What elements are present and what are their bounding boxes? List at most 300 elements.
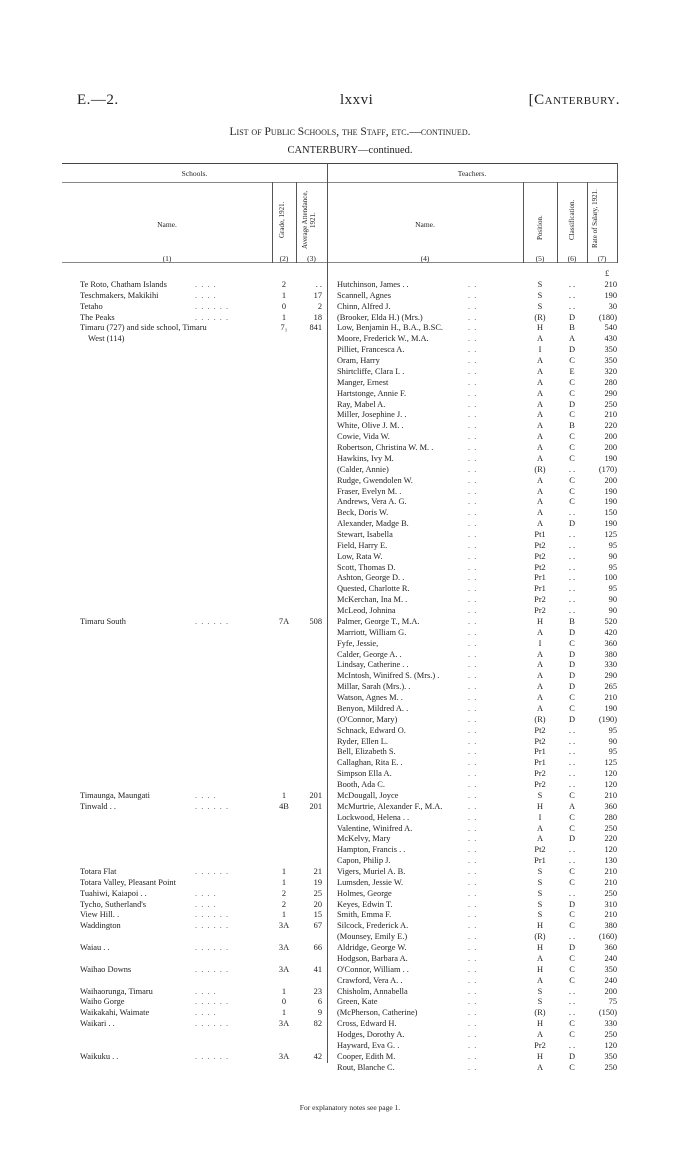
teacher-name: Alexander, Madge B. xyxy=(337,519,409,529)
leader-dots: . . xyxy=(468,356,478,366)
position: S xyxy=(537,301,543,311)
teacher-name: Hampton, Francis . . xyxy=(337,845,406,855)
teacher-name: Fyfe, Jessie, xyxy=(337,638,379,648)
salary: 265 xyxy=(604,682,617,692)
teacher-name: Crawford, Vera A. . xyxy=(337,975,403,985)
teacher-name: McKerchan, Ina M. . xyxy=(337,595,408,605)
table-row xyxy=(0,595,700,605)
salary: 95 xyxy=(608,747,617,757)
salary: 240 xyxy=(604,953,617,963)
leader-dots: . . . . . . xyxy=(195,1019,230,1029)
salary: 210 xyxy=(604,910,617,920)
salary: 95 xyxy=(608,540,617,550)
leader-dots: . . xyxy=(468,703,478,713)
column-number: (2) xyxy=(279,254,289,263)
column-number: (5) xyxy=(535,254,545,263)
section-schools: Schools. xyxy=(181,169,208,178)
classification: A xyxy=(568,334,576,344)
table-row xyxy=(0,291,700,301)
school-name: The Peaks xyxy=(80,312,115,322)
classification: C xyxy=(569,1030,575,1040)
salary: (180) xyxy=(598,312,617,322)
grade: 3A xyxy=(278,964,290,974)
position: A xyxy=(536,334,544,344)
position: A xyxy=(536,497,544,507)
salary: 90 xyxy=(608,595,617,605)
grade: 0 xyxy=(281,301,287,311)
teacher-name: Marriott, William G. xyxy=(337,627,407,637)
salary: 380 xyxy=(604,649,617,659)
teacher-name: Callaghan, Rita E. . xyxy=(337,758,403,768)
salary: 190 xyxy=(604,519,617,529)
leader-dots: . . . . . . xyxy=(195,866,230,876)
table-row xyxy=(0,965,700,975)
salary: 120 xyxy=(604,769,617,779)
school-name: Waiho Gorge xyxy=(80,997,125,1007)
table-row xyxy=(0,454,700,464)
salary: 120 xyxy=(604,845,617,855)
teacher-name: Cross, Edward H. xyxy=(337,1019,397,1029)
teacher-name: Chisholm, Annabella xyxy=(337,986,408,996)
position: Pt2 xyxy=(534,736,546,746)
salary: 95 xyxy=(608,562,617,572)
leader-dots: . . . . . . xyxy=(195,997,230,1007)
position: A xyxy=(536,432,544,442)
position: Pr2 xyxy=(534,769,546,779)
teacher-name: Fraser, Evelyn M. . xyxy=(337,486,402,496)
classification: D xyxy=(568,899,576,909)
position: S xyxy=(537,910,543,920)
classification: C xyxy=(569,812,575,822)
salary: 95 xyxy=(608,584,617,594)
position: (R) xyxy=(534,714,546,724)
position: Pr1 xyxy=(534,747,546,757)
teacher-name: (Brooker, Elda H.) (Mrs.) xyxy=(337,312,423,322)
position: A xyxy=(536,421,544,431)
leader-dots: . . xyxy=(468,530,478,539)
classification: . . xyxy=(568,551,576,561)
teacher-name: Hartstonge, Annie F. xyxy=(337,388,407,398)
table-row xyxy=(0,584,700,594)
table-row xyxy=(0,671,700,681)
table-row xyxy=(0,660,700,670)
position: Pr1 xyxy=(534,573,546,583)
classification: . . xyxy=(568,595,576,605)
grade-header: Grade, 1921. xyxy=(278,201,286,239)
leader-dots: . . xyxy=(468,693,478,703)
grade: 3A xyxy=(278,1019,290,1029)
teacher-name: Simpson Ella A. xyxy=(337,769,392,779)
salary: 290 xyxy=(604,388,617,398)
leader-dots: . . xyxy=(468,410,478,420)
classification: D xyxy=(568,1051,576,1061)
position: A xyxy=(536,366,544,376)
teacher-name: Moore, Frederick W., M.A. xyxy=(337,334,429,344)
grade: 7₁ xyxy=(280,323,288,333)
leader-dots: . . xyxy=(468,866,478,876)
leader-dots: . . xyxy=(468,834,478,844)
classification: . . xyxy=(568,997,576,1007)
classification: . . xyxy=(568,986,576,996)
teacher-name: Hodges, Dorothy A. xyxy=(337,1030,405,1040)
table-top-rule xyxy=(62,163,618,164)
teacher-name: Green, Kate xyxy=(337,997,378,1007)
position: A xyxy=(536,519,544,529)
classification: C xyxy=(569,703,575,713)
salary: 250 xyxy=(604,888,617,898)
teacher-name: (McPherson, Catherine) xyxy=(337,1008,418,1018)
table-row xyxy=(0,1063,700,1073)
table-row xyxy=(0,791,700,801)
classification: C xyxy=(569,953,575,963)
teacher-name: Oram, Harry xyxy=(337,356,380,366)
salary: 210 xyxy=(604,790,617,800)
position: Pt2 xyxy=(534,551,546,561)
position: Pr2 xyxy=(534,1040,546,1050)
salary: 380 xyxy=(604,921,617,931)
leader-dots: . . xyxy=(468,1062,478,1072)
position: A xyxy=(536,410,544,420)
leader-dots: . . xyxy=(468,877,478,887)
leader-dots: . . xyxy=(468,943,478,953)
salary: 200 xyxy=(604,443,617,453)
position: H xyxy=(536,964,544,974)
classification: B xyxy=(569,323,575,333)
teacher-name: Millar, Sarah (Mrs.). . xyxy=(337,682,411,692)
table-row xyxy=(0,1052,700,1062)
table-row xyxy=(0,573,700,583)
teacher-name: Manger, Ernest xyxy=(337,377,389,387)
leader-dots: . . xyxy=(468,964,478,974)
classification: . . xyxy=(568,725,576,735)
classification: . . xyxy=(568,1040,576,1050)
leader-dots: . . xyxy=(468,953,478,963)
classification: C xyxy=(569,486,575,496)
salary: 190 xyxy=(604,453,617,463)
classification: C xyxy=(569,1019,575,1029)
salary: 210 xyxy=(604,410,617,420)
leader-dots: . . xyxy=(468,301,478,311)
average-attendance: 2 xyxy=(317,301,322,311)
salary: 540 xyxy=(604,323,617,333)
position: Pr2 xyxy=(534,780,546,790)
leader-dots: . . xyxy=(468,627,478,637)
classification: C xyxy=(569,790,575,800)
average-attendance: 66 xyxy=(313,943,322,953)
position: Pr2 xyxy=(534,606,546,616)
teacher-name: Pilliet, Francesca A. xyxy=(337,345,405,355)
position: S xyxy=(537,790,543,800)
column-number: (7) xyxy=(597,254,607,263)
salary: 360 xyxy=(604,638,617,648)
teacher-name: Lindsay, Catherine . . xyxy=(337,660,409,670)
teacher-name: Miller, Josephine J. . xyxy=(337,410,407,420)
salary: 360 xyxy=(604,801,617,811)
salary: 210 xyxy=(604,866,617,876)
classification: B xyxy=(569,421,575,431)
grade: 1 xyxy=(281,910,287,920)
table-row xyxy=(0,889,700,899)
position: Pr2 xyxy=(534,595,546,605)
teacher-name: Quested, Charlotte R. xyxy=(337,584,410,594)
leader-dots: . . xyxy=(468,595,478,605)
leader-dots: . . . . . . xyxy=(195,910,230,920)
classification: . . xyxy=(568,736,576,746)
salary: 90 xyxy=(608,606,617,616)
position: Pr1 xyxy=(534,856,546,866)
leader-dots: . . xyxy=(468,856,478,866)
leader-dots: . . xyxy=(468,986,478,996)
school-name: Timaru (727) and side school, Timaru xyxy=(80,323,207,333)
salary: 190 xyxy=(604,497,617,507)
classification: D xyxy=(568,682,576,692)
teacher-name: (O'Connor, Mary) xyxy=(337,714,398,724)
leader-dots: . . xyxy=(468,1040,478,1050)
classification: C xyxy=(569,823,575,833)
classification: C xyxy=(569,443,575,453)
leader-dots: . . xyxy=(468,573,478,583)
classification: . . xyxy=(568,530,576,539)
teacher-name: Valentine, Winifred A. xyxy=(337,823,413,833)
teacher-name: O'Connor, William . . xyxy=(337,964,409,974)
school-name: Tycho, Sutherland's xyxy=(80,899,147,909)
page-section-code: E.—2. xyxy=(77,92,119,108)
leader-dots: . . xyxy=(468,888,478,898)
teacher-name: Chinn, Alfred J. xyxy=(337,301,391,311)
table-row xyxy=(0,813,700,823)
salary: 30 xyxy=(608,301,617,311)
school-name: Waikuku . . xyxy=(80,1051,119,1061)
table-row xyxy=(0,497,700,507)
table-row xyxy=(0,530,700,540)
salary: 200 xyxy=(604,986,617,996)
classification: C xyxy=(569,377,575,387)
position: I xyxy=(538,345,542,355)
position: A xyxy=(536,486,544,496)
school-name: Tetaho xyxy=(80,301,103,311)
table-row xyxy=(0,910,700,920)
table-row xyxy=(0,367,700,377)
classification: . . xyxy=(568,747,576,757)
position: H xyxy=(536,616,544,626)
position: Pr1 xyxy=(534,584,546,594)
teacher-name: (Mounsey, Emily E.) xyxy=(337,932,408,942)
classification-header: Classification. xyxy=(568,199,576,241)
teacher-name: Low, Rata W. xyxy=(337,551,383,561)
table-row xyxy=(0,780,700,790)
table-row xyxy=(0,824,700,834)
school-name: Timaunga, Maungati xyxy=(80,790,150,800)
position: S xyxy=(537,899,543,909)
grade: 3A xyxy=(278,943,290,953)
table-row xyxy=(0,563,700,573)
table-row xyxy=(0,747,700,757)
leader-dots: . . xyxy=(468,421,478,431)
classification: D xyxy=(568,943,576,953)
salary: 250 xyxy=(604,399,617,409)
position: S xyxy=(537,866,543,876)
grade: 1 xyxy=(281,866,287,876)
grade: 7A xyxy=(278,616,290,626)
classification: . . xyxy=(568,290,576,300)
salary: 90 xyxy=(608,736,617,746)
leader-dots: . . . . . . xyxy=(195,964,230,974)
grade: 3A xyxy=(278,921,290,931)
average-attendance: 41 xyxy=(313,964,322,974)
classification: D xyxy=(568,312,576,322)
table-row xyxy=(0,302,700,312)
leader-dots: . . xyxy=(468,769,478,779)
leader-dots: . . xyxy=(468,1030,478,1040)
column-number: (3) xyxy=(307,254,316,263)
classification: C xyxy=(569,475,575,485)
position: H xyxy=(536,943,544,953)
school-name: View Hill. . xyxy=(80,910,120,920)
salary: 250 xyxy=(604,1062,617,1072)
table-row xyxy=(0,334,700,344)
grade: 2 xyxy=(281,280,287,289)
school-name: Waddington xyxy=(80,921,121,931)
table-row xyxy=(0,519,700,529)
leader-dots: . . xyxy=(468,464,478,474)
col-divider xyxy=(296,182,297,263)
teacher-name: Benyon, Mildred A. . xyxy=(337,703,409,713)
teacher-name: Rudge, Gwendolen W. xyxy=(337,475,413,485)
classification: C xyxy=(569,921,575,931)
leader-dots: . . . . xyxy=(195,986,217,996)
classification: C xyxy=(569,432,575,442)
position: S xyxy=(537,997,543,1007)
classification: . . xyxy=(568,888,576,898)
leader-dots: . . xyxy=(468,932,478,942)
classification: C xyxy=(569,410,575,420)
classification: C xyxy=(569,975,575,985)
classification: A xyxy=(568,801,576,811)
table-row xyxy=(0,476,700,486)
salary: 320 xyxy=(604,366,617,376)
grade: 1 xyxy=(281,290,287,300)
teacher-name: Capon, Philip J. xyxy=(337,856,391,866)
salary: 125 xyxy=(604,530,617,539)
school-name: West (114) xyxy=(88,334,125,344)
salary: 190 xyxy=(604,703,617,713)
salary: 95 xyxy=(608,725,617,735)
average-attendance: 9 xyxy=(317,1008,322,1018)
classification: D xyxy=(568,660,576,670)
salary: 220 xyxy=(604,421,617,431)
table-row xyxy=(0,400,700,410)
school-name: Waiau . . xyxy=(80,943,110,953)
leader-dots: . . xyxy=(468,921,478,931)
teacher-name: Cowie, Vida W. xyxy=(337,432,390,442)
salary: 125 xyxy=(604,758,617,768)
teacher-name: Beck, Doris W. xyxy=(337,508,389,518)
classification: . . xyxy=(568,508,576,518)
classification: . . xyxy=(568,584,576,594)
leader-dots: . . xyxy=(468,845,478,855)
position: I xyxy=(538,638,542,648)
position: A xyxy=(536,627,544,637)
salary: 190 xyxy=(604,486,617,496)
salary: 520 xyxy=(604,616,617,626)
position: H xyxy=(536,921,544,931)
leader-dots: . . xyxy=(468,519,478,529)
salary: 280 xyxy=(604,812,617,822)
table-row xyxy=(0,541,700,551)
salary: 190 xyxy=(604,290,617,300)
average-attendance: 23 xyxy=(313,986,322,996)
leader-dots: . . xyxy=(468,486,478,496)
salary: 130 xyxy=(604,856,617,866)
average-attendance: 67 xyxy=(313,921,322,931)
teacher-name: Calder, George A. . xyxy=(337,649,402,659)
position: A xyxy=(536,975,544,985)
teacher-name: Shirtcliffe, Clara I. . xyxy=(337,366,405,376)
table-row xyxy=(0,845,700,855)
salary: 430 xyxy=(604,334,617,344)
classification: . . xyxy=(568,562,576,572)
leader-dots: . . xyxy=(468,899,478,909)
grade: 0 xyxy=(281,997,287,1007)
position: A xyxy=(536,834,544,844)
teacher-name: McKelvy, Mary xyxy=(337,834,391,844)
leader-dots: . . xyxy=(468,562,478,572)
classification: . . xyxy=(568,856,576,866)
page-number: lxxvi xyxy=(340,92,374,108)
school-name: Waihaorunga, Timaru xyxy=(80,986,153,996)
leader-dots: . . xyxy=(468,910,478,920)
teacher-name: Stewart, Isabella xyxy=(337,530,393,539)
footnote: For explanatory notes see page 1. xyxy=(299,1103,401,1112)
table-row xyxy=(0,802,700,812)
leader-dots: . . xyxy=(468,997,478,1007)
classification: C xyxy=(569,964,575,974)
leader-dots: . . xyxy=(468,660,478,670)
position: Pt2 xyxy=(534,562,546,572)
grade: 4B xyxy=(279,801,289,811)
position: I xyxy=(538,812,542,822)
position: A xyxy=(536,356,544,366)
teacher-name: Ray, Mabel A. xyxy=(337,399,386,409)
salary: 210 xyxy=(604,280,617,289)
table-row xyxy=(0,856,700,866)
table-row xyxy=(0,552,700,562)
school-name: Waikakahi, Waimate xyxy=(80,1008,150,1018)
position: A xyxy=(536,703,544,713)
leader-dots: . . xyxy=(468,725,478,735)
salary: 290 xyxy=(604,671,617,681)
teacher-name: Watson, Agnes M. . xyxy=(337,693,403,703)
currency-symbol: £ xyxy=(605,269,610,278)
table-row xyxy=(0,356,700,366)
position: H xyxy=(536,323,544,333)
table-title: List of Public Schools, the Staff, etc.—continued. xyxy=(229,126,471,138)
table-row xyxy=(0,606,700,616)
leader-dots: . . xyxy=(468,551,478,561)
salary: 280 xyxy=(604,377,617,387)
table-row xyxy=(0,758,700,768)
salary: 220 xyxy=(604,834,617,844)
classification: B xyxy=(569,616,575,626)
classification: C xyxy=(569,497,575,507)
leader-dots: . . xyxy=(468,1051,478,1061)
table-row xyxy=(0,432,700,442)
average-attendance: 6 xyxy=(317,997,322,1007)
leader-dots: . . xyxy=(468,312,478,322)
position: Pr1 xyxy=(534,758,546,768)
average-attendance: 21 xyxy=(313,866,322,876)
position: A xyxy=(536,649,544,659)
